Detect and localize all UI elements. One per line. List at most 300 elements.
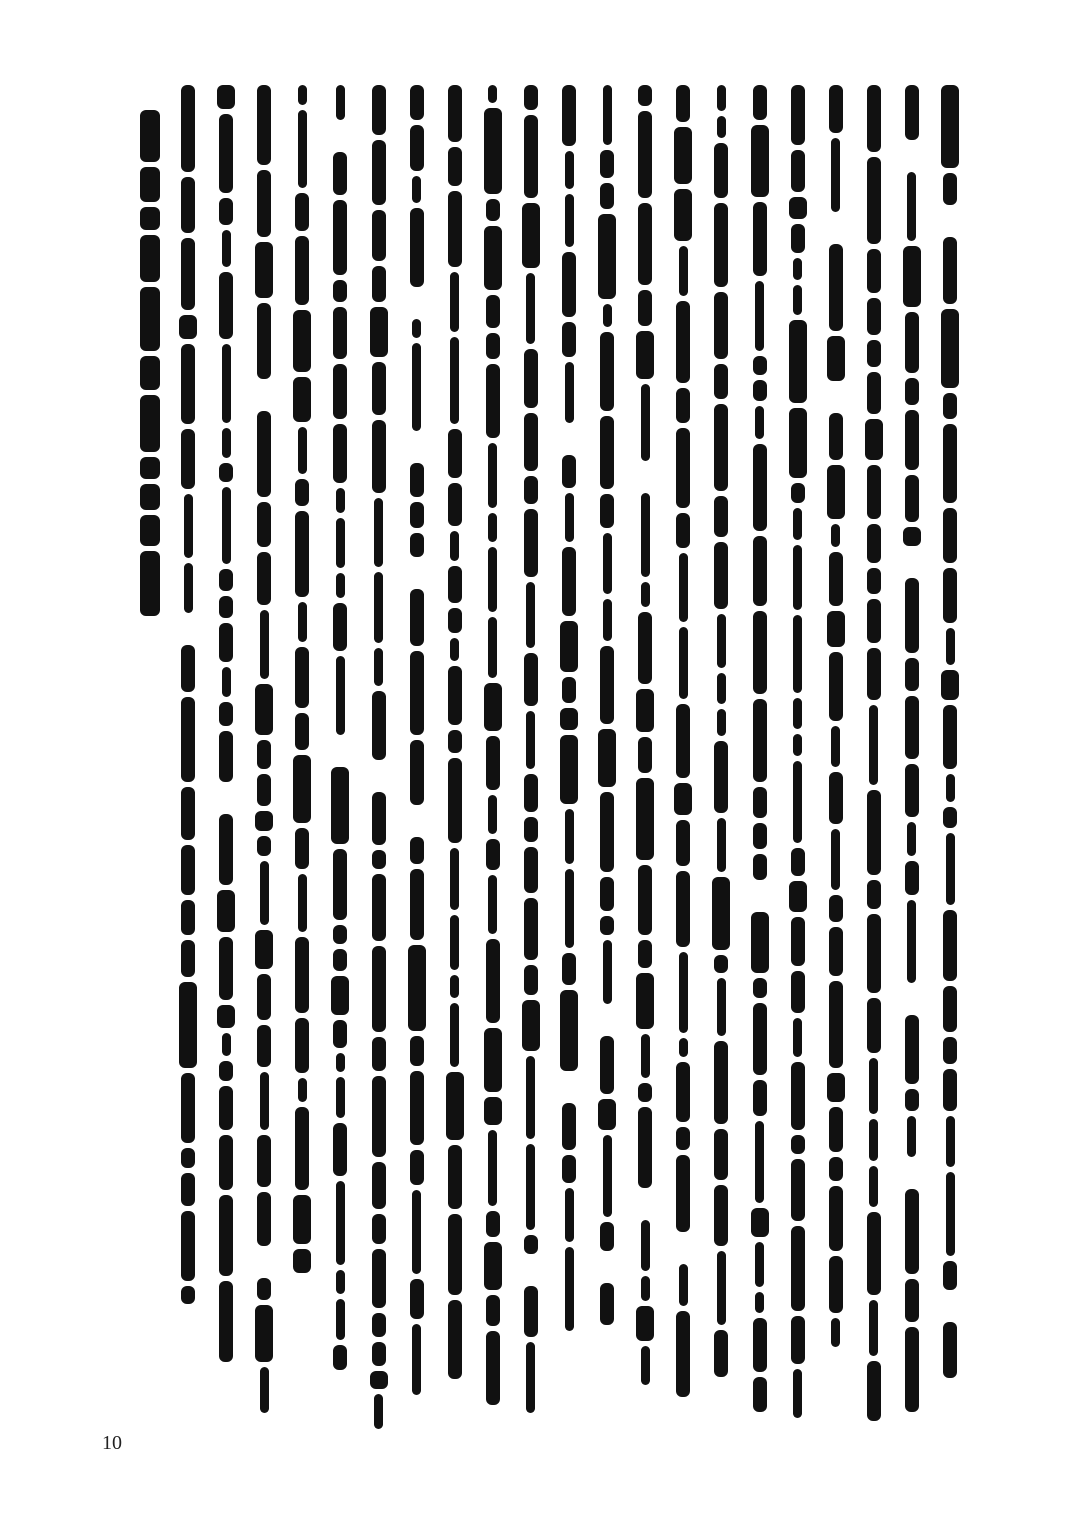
glyph-word bbox=[222, 428, 231, 458]
glyph-word bbox=[943, 910, 957, 981]
glyph-word bbox=[331, 976, 349, 1015]
glyph-word bbox=[219, 272, 233, 339]
glyph-word bbox=[714, 292, 728, 359]
glyph-word bbox=[140, 287, 160, 351]
glyph-word bbox=[181, 238, 195, 310]
glyph-word bbox=[295, 713, 309, 750]
text-column bbox=[211, 85, 241, 1415]
glyph-word bbox=[676, 513, 690, 548]
glyph-word bbox=[905, 764, 919, 817]
glyph-word bbox=[179, 315, 197, 339]
glyph-word bbox=[753, 823, 767, 849]
glyph-word bbox=[333, 949, 347, 971]
text-column bbox=[897, 85, 927, 1430]
glyph-word bbox=[753, 444, 767, 531]
glyph-word bbox=[755, 1292, 764, 1313]
glyph-word bbox=[717, 116, 726, 138]
glyph-word bbox=[791, 848, 805, 876]
glyph-word bbox=[372, 792, 386, 845]
glyph-word bbox=[219, 623, 233, 662]
glyph-word bbox=[943, 986, 957, 1032]
glyph-word bbox=[181, 177, 195, 233]
glyph-word bbox=[714, 404, 728, 491]
glyph-word bbox=[946, 833, 955, 905]
glyph-word bbox=[486, 364, 500, 438]
glyph-word bbox=[333, 364, 347, 419]
glyph-word bbox=[676, 1062, 690, 1122]
glyph-word bbox=[450, 337, 459, 424]
glyph-word bbox=[791, 971, 805, 1013]
glyph-word bbox=[565, 151, 574, 189]
glyph-word bbox=[181, 697, 195, 782]
glyph-word bbox=[676, 871, 690, 947]
glyph-word bbox=[641, 582, 650, 607]
glyph-word bbox=[714, 364, 728, 399]
glyph-word bbox=[219, 1061, 233, 1081]
glyph-word bbox=[336, 656, 345, 735]
glyph-word bbox=[336, 85, 345, 120]
glyph-word bbox=[867, 524, 881, 563]
glyph-word bbox=[524, 349, 538, 408]
glyph-word bbox=[641, 384, 650, 461]
glyph-word bbox=[179, 982, 197, 1068]
glyph-word bbox=[488, 85, 497, 103]
glyph-word bbox=[829, 552, 843, 606]
glyph-word bbox=[829, 927, 843, 976]
glyph-word bbox=[905, 378, 919, 405]
glyph-word bbox=[791, 1316, 805, 1364]
glyph-word bbox=[257, 552, 271, 605]
glyph-word bbox=[829, 85, 843, 133]
glyph-word bbox=[257, 1192, 271, 1246]
glyph-word bbox=[257, 974, 271, 1020]
glyph-word bbox=[336, 573, 345, 598]
glyph-word bbox=[791, 1062, 805, 1130]
glyph-word bbox=[753, 202, 767, 276]
glyph-word bbox=[257, 411, 271, 497]
glyph-word bbox=[641, 1034, 650, 1078]
glyph-word bbox=[257, 774, 271, 806]
glyph-word bbox=[295, 511, 309, 597]
glyph-word bbox=[298, 110, 307, 188]
glyph-word bbox=[943, 1037, 957, 1064]
glyph-word bbox=[336, 488, 345, 513]
glyph-word bbox=[298, 1078, 307, 1102]
glyph-word bbox=[676, 704, 690, 778]
glyph-word bbox=[295, 193, 309, 231]
glyph-word bbox=[905, 475, 919, 522]
glyph-word bbox=[450, 975, 459, 998]
glyph-word bbox=[753, 611, 767, 694]
glyph-word bbox=[486, 1295, 500, 1326]
glyph-word bbox=[679, 952, 688, 1033]
glyph-word bbox=[829, 652, 843, 721]
glyph-word bbox=[636, 689, 654, 732]
glyph-word bbox=[867, 340, 881, 367]
glyph-word bbox=[488, 617, 497, 678]
glyph-word bbox=[333, 1123, 347, 1176]
glyph-word bbox=[638, 1083, 652, 1102]
glyph-word bbox=[867, 1361, 881, 1421]
glyph-word bbox=[181, 1211, 195, 1281]
glyph-word bbox=[410, 125, 424, 171]
glyph-word bbox=[717, 614, 726, 668]
glyph-word bbox=[905, 1089, 919, 1111]
text-column bbox=[592, 85, 622, 1430]
glyph-word bbox=[905, 1015, 919, 1084]
glyph-word bbox=[219, 1135, 233, 1190]
glyph-word bbox=[524, 115, 538, 198]
glyph-word bbox=[793, 698, 802, 729]
glyph-word bbox=[255, 1305, 273, 1362]
glyph-word bbox=[410, 651, 424, 735]
glyph-word bbox=[565, 194, 574, 247]
glyph-word bbox=[222, 344, 231, 423]
glyph-word bbox=[298, 427, 307, 474]
glyph-word bbox=[219, 731, 233, 782]
glyph-word bbox=[410, 1036, 424, 1066]
glyph-word bbox=[181, 845, 195, 895]
glyph-word bbox=[298, 602, 307, 642]
glyph-word bbox=[641, 493, 650, 577]
glyph-word bbox=[372, 1313, 386, 1337]
glyph-word bbox=[714, 1129, 728, 1180]
glyph-word bbox=[714, 496, 728, 537]
glyph-word bbox=[753, 85, 767, 120]
glyph-word bbox=[293, 310, 311, 372]
glyph-word bbox=[410, 463, 424, 497]
glyph-word bbox=[679, 1264, 688, 1306]
glyph-word bbox=[140, 515, 160, 546]
glyph-word bbox=[408, 945, 426, 1031]
glyph-word bbox=[791, 1159, 805, 1221]
glyph-word bbox=[717, 978, 726, 1036]
page-number: 10 bbox=[102, 1432, 122, 1454]
text-column bbox=[402, 85, 432, 1430]
glyph-word bbox=[600, 1222, 614, 1251]
glyph-word bbox=[714, 542, 728, 609]
glyph-word bbox=[905, 1279, 919, 1322]
glyph-word bbox=[598, 214, 616, 299]
glyph-word bbox=[257, 1135, 271, 1187]
glyph-word bbox=[600, 1036, 614, 1094]
glyph-word bbox=[676, 820, 690, 866]
glyph-word bbox=[260, 1367, 269, 1413]
glyph-word bbox=[676, 1155, 690, 1232]
glyph-word bbox=[372, 85, 386, 135]
glyph-word bbox=[565, 362, 574, 423]
glyph-word bbox=[219, 814, 233, 885]
glyph-word bbox=[791, 224, 805, 253]
glyph-word bbox=[412, 319, 421, 338]
glyph-word bbox=[867, 372, 881, 414]
text-column bbox=[935, 85, 965, 1430]
glyph-word bbox=[448, 1214, 462, 1295]
glyph-word bbox=[333, 925, 347, 944]
glyph-word bbox=[638, 111, 652, 198]
glyph-word bbox=[751, 125, 769, 197]
glyph-word bbox=[641, 1220, 650, 1271]
glyph-word bbox=[410, 837, 424, 864]
glyph-word bbox=[600, 183, 614, 209]
glyph-word bbox=[488, 513, 497, 542]
glyph-word bbox=[793, 1369, 802, 1418]
glyph-word bbox=[946, 628, 955, 665]
glyph-word bbox=[448, 1145, 462, 1209]
glyph-word bbox=[526, 1056, 535, 1139]
glyph-word bbox=[791, 1135, 805, 1154]
glyph-word bbox=[410, 208, 424, 287]
glyph-word bbox=[372, 874, 386, 941]
glyph-word bbox=[791, 917, 805, 966]
glyph-word bbox=[789, 197, 807, 219]
glyph-word bbox=[636, 1306, 654, 1341]
glyph-word bbox=[793, 545, 802, 610]
glyph-word bbox=[222, 487, 231, 564]
glyph-word bbox=[565, 1247, 574, 1331]
glyph-word bbox=[829, 981, 843, 1068]
glyph-word bbox=[448, 608, 462, 633]
glyph-word bbox=[486, 295, 500, 328]
glyph-word bbox=[486, 1331, 500, 1405]
glyph-word bbox=[831, 1318, 840, 1347]
glyph-word bbox=[753, 854, 767, 880]
glyph-word bbox=[789, 320, 807, 403]
glyph-word bbox=[638, 612, 652, 684]
glyph-word bbox=[222, 230, 231, 267]
glyph-word bbox=[298, 85, 307, 105]
glyph-word bbox=[260, 861, 269, 925]
glyph-word bbox=[560, 735, 578, 804]
glyph-word bbox=[714, 1041, 728, 1124]
glyph-word bbox=[488, 795, 497, 834]
glyph-word bbox=[140, 235, 160, 282]
glyph-word bbox=[372, 1249, 386, 1308]
glyph-word bbox=[524, 413, 538, 471]
glyph-word bbox=[336, 1270, 345, 1294]
glyph-word bbox=[676, 388, 690, 423]
glyph-word bbox=[789, 408, 807, 478]
glyph-word bbox=[412, 176, 421, 203]
glyph-word bbox=[450, 1003, 459, 1067]
glyph-word bbox=[450, 272, 459, 332]
glyph-word bbox=[370, 1371, 388, 1389]
glyph-word bbox=[600, 646, 614, 724]
glyph-word bbox=[336, 1181, 345, 1265]
glyph-word bbox=[255, 811, 273, 831]
glyph-word bbox=[943, 424, 957, 503]
glyph-word bbox=[717, 85, 726, 111]
glyph-word bbox=[638, 737, 652, 773]
glyph-word bbox=[717, 1251, 726, 1325]
glyph-word bbox=[448, 730, 462, 753]
glyph-word bbox=[450, 848, 459, 910]
glyph-word bbox=[791, 150, 805, 192]
glyph-word bbox=[488, 443, 497, 508]
glyph-word bbox=[222, 1033, 231, 1056]
glyph-word bbox=[905, 410, 919, 470]
glyph-word bbox=[372, 1037, 386, 1071]
glyph-word bbox=[219, 1195, 233, 1276]
glyph-word bbox=[829, 244, 843, 331]
glyph-word bbox=[293, 1249, 311, 1273]
glyph-word bbox=[562, 322, 576, 357]
glyph-word bbox=[907, 172, 916, 241]
glyph-word bbox=[674, 127, 692, 184]
glyph-word bbox=[410, 869, 424, 940]
glyph-word bbox=[257, 740, 271, 769]
text-column bbox=[630, 85, 660, 1430]
glyph-word bbox=[295, 236, 309, 305]
glyph-word bbox=[372, 1162, 386, 1209]
text-column bbox=[783, 85, 813, 1430]
glyph-word bbox=[598, 1099, 616, 1130]
glyph-word bbox=[562, 547, 576, 616]
glyph-word bbox=[565, 1188, 574, 1242]
glyph-word bbox=[714, 143, 728, 198]
glyph-word bbox=[450, 915, 459, 970]
glyph-word bbox=[905, 85, 919, 140]
glyph-word bbox=[714, 1185, 728, 1246]
glyph-word bbox=[793, 1018, 802, 1057]
glyph-word bbox=[181, 1173, 195, 1206]
glyph-word bbox=[526, 711, 535, 769]
glyph-word bbox=[867, 1212, 881, 1295]
glyph-word bbox=[524, 1286, 538, 1337]
text-column bbox=[745, 85, 775, 1430]
glyph-word bbox=[184, 563, 193, 613]
glyph-word bbox=[217, 890, 235, 932]
text-column bbox=[516, 85, 546, 1430]
glyph-word bbox=[867, 157, 881, 244]
glyph-word bbox=[336, 1053, 345, 1072]
glyph-word bbox=[255, 930, 273, 969]
glyph-word bbox=[641, 1276, 650, 1301]
glyph-word bbox=[714, 1330, 728, 1377]
glyph-word bbox=[295, 647, 309, 708]
glyph-word bbox=[336, 1299, 345, 1340]
glyph-word bbox=[867, 599, 881, 643]
glyph-word bbox=[829, 413, 843, 460]
glyph-word bbox=[181, 900, 195, 935]
glyph-word bbox=[753, 356, 767, 375]
glyph-word bbox=[333, 200, 347, 275]
glyph-word bbox=[636, 973, 654, 1029]
text-column bbox=[478, 85, 508, 1430]
glyph-word bbox=[598, 729, 616, 787]
glyph-word bbox=[867, 465, 881, 519]
glyph-word bbox=[755, 281, 764, 351]
glyph-word bbox=[257, 303, 271, 379]
glyph-word bbox=[753, 1377, 767, 1412]
glyph-word bbox=[184, 494, 193, 558]
glyph-word bbox=[333, 307, 347, 359]
glyph-word bbox=[793, 285, 802, 315]
glyph-word bbox=[372, 420, 386, 493]
glyph-word bbox=[827, 1073, 845, 1102]
glyph-word bbox=[257, 170, 271, 237]
text-column bbox=[859, 85, 889, 1430]
glyph-word bbox=[410, 1150, 424, 1185]
text-column bbox=[287, 85, 317, 1275]
glyph-word bbox=[793, 508, 802, 540]
glyph-word bbox=[484, 226, 502, 290]
glyph-word bbox=[638, 290, 652, 326]
glyph-word bbox=[257, 502, 271, 547]
glyph-word bbox=[753, 1318, 767, 1372]
glyph-word bbox=[295, 479, 309, 506]
glyph-word bbox=[372, 1076, 386, 1157]
glyph-word bbox=[372, 266, 386, 302]
glyph-word bbox=[829, 1256, 843, 1313]
glyph-word bbox=[941, 309, 959, 388]
glyph-word bbox=[372, 140, 386, 205]
glyph-word bbox=[603, 304, 612, 327]
glyph-word bbox=[831, 829, 840, 890]
glyph-word bbox=[867, 790, 881, 875]
glyph-word bbox=[140, 484, 160, 510]
glyph-word bbox=[336, 518, 345, 568]
glyph-word bbox=[524, 1235, 538, 1254]
glyph-word bbox=[867, 298, 881, 335]
glyph-word bbox=[905, 861, 919, 895]
glyph-word bbox=[943, 568, 957, 623]
glyph-word bbox=[600, 494, 614, 528]
glyph-word bbox=[331, 767, 349, 844]
glyph-word bbox=[372, 946, 386, 1032]
glyph-word bbox=[831, 138, 840, 212]
glyph-word bbox=[714, 203, 728, 287]
glyph-word bbox=[217, 85, 235, 109]
glyph-word bbox=[255, 242, 273, 298]
glyph-word bbox=[412, 1190, 421, 1274]
glyph-word bbox=[450, 638, 459, 661]
glyph-word bbox=[829, 772, 843, 824]
glyph-word bbox=[753, 978, 767, 998]
glyph-word bbox=[827, 336, 845, 381]
glyph-word bbox=[867, 648, 881, 700]
glyph-word bbox=[260, 610, 269, 679]
glyph-word bbox=[374, 648, 383, 686]
glyph-word bbox=[714, 741, 728, 813]
glyph-word bbox=[676, 428, 690, 508]
glyph-word bbox=[600, 416, 614, 489]
glyph-word bbox=[638, 203, 652, 285]
glyph-word bbox=[372, 1214, 386, 1244]
glyph-word bbox=[565, 869, 574, 948]
glyph-word bbox=[751, 1208, 769, 1237]
glyph-word bbox=[905, 312, 919, 373]
glyph-word bbox=[638, 1107, 652, 1188]
glyph-word bbox=[941, 85, 959, 168]
glyph-word bbox=[600, 1283, 614, 1325]
glyph-word bbox=[869, 1166, 878, 1207]
glyph-word bbox=[679, 1038, 688, 1057]
glyph-word bbox=[600, 150, 614, 178]
glyph-word bbox=[333, 603, 347, 651]
glyph-word bbox=[410, 1279, 424, 1319]
glyph-word bbox=[712, 877, 730, 950]
glyph-word bbox=[565, 493, 574, 542]
glyph-word bbox=[412, 1324, 421, 1395]
glyph-word bbox=[524, 774, 538, 812]
glyph-word bbox=[946, 1116, 955, 1167]
glyph-word bbox=[410, 85, 424, 120]
text-column bbox=[706, 85, 736, 1430]
glyph-word bbox=[946, 774, 955, 802]
glyph-word bbox=[562, 1155, 576, 1183]
glyph-word bbox=[751, 912, 769, 973]
